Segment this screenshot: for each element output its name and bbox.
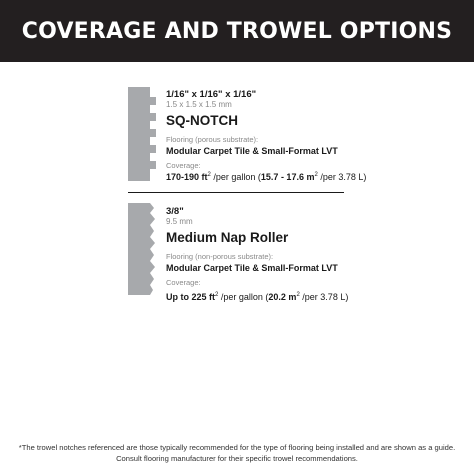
flooring-label: Flooring (non-porous substrate): — [166, 252, 274, 261]
coverage-value: Up to 225 $ft^2$ /per gallon (20.2 $m^2$ /per 3.78 L) — [166, 292, 349, 302]
section-divider — [128, 192, 344, 193]
option-name: Medium Nap Roller — [166, 230, 289, 245]
nap-size: 3/8" — [166, 206, 184, 217]
notch-size-metric: 1.5 x 1.5 x 1.5 mm — [166, 100, 232, 109]
coverage-label: Coverage: — [166, 161, 201, 170]
nap-size-metric: 9.5 mm — [166, 217, 193, 226]
option-sq-notch — [166, 89, 466, 183]
coverage-label: Coverage: — [166, 278, 201, 287]
page-title: COVERAGE AND TROWEL OPTIONS — [21, 18, 453, 44]
notch-size: 1/16" x 1/16" x 1/16" — [166, 89, 257, 100]
option-name: SQ-NOTCH — [166, 113, 238, 128]
flooring-value: Modular Carpet Tile & Small-Format LVT — [166, 263, 338, 273]
flooring-value: Modular Carpet Tile & Small-Format LVT — [166, 146, 338, 156]
nap-roller-icon — [128, 203, 158, 295]
square-notch-trowel-icon — [128, 87, 156, 181]
header-banner — [0, 0, 474, 62]
coverage-value: 170-190 $ft^2$ /per gallon (15.7 - 17.6 $m^2$ /per 3.78 L) — [166, 172, 367, 182]
flooring-label: Flooring (porous substrate): — [166, 135, 259, 144]
option-medium-nap-roller — [166, 206, 466, 303]
footnote: *The trowel notches referenced are those typically recommended for the type of flooring being installed and are shown as a guide. Consult flooring manufacturer for their specific trowel recommendations. — [18, 443, 456, 463]
